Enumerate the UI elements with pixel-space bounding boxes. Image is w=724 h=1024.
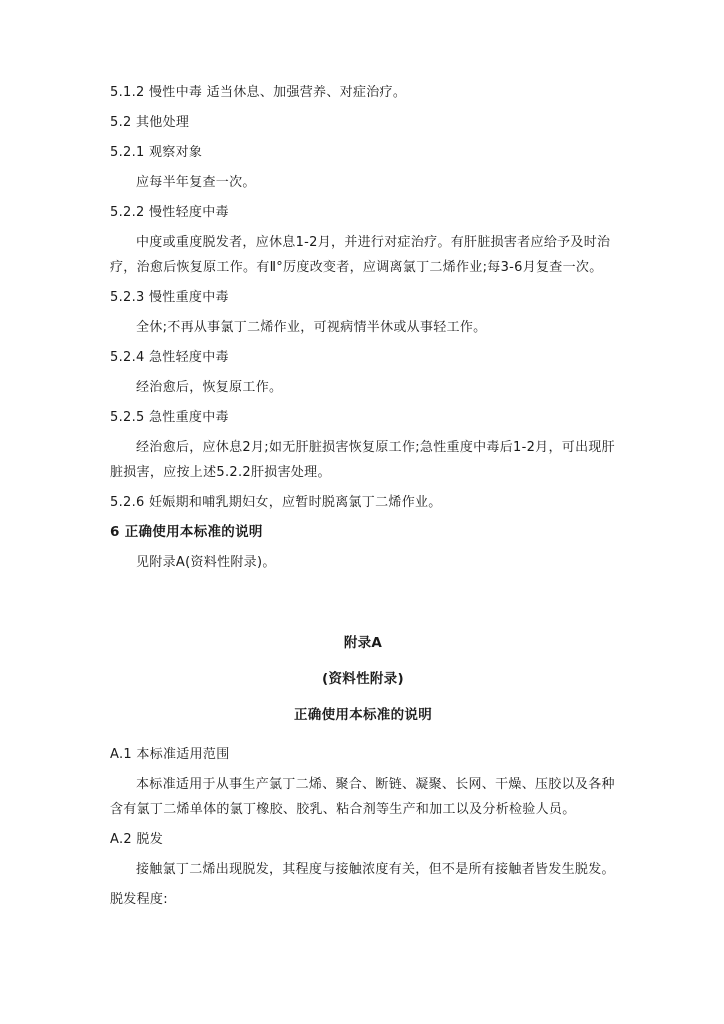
clause-5-1-2: 5.1.2 慢性中毒 适当休息、加强营养、对症治疗。: [110, 85, 407, 100]
body-paragraph-acute-mild: 经治愈后，恢复原工作。: [136, 380, 283, 395]
clause-5-2-3: 5.2.3 慢性重度中毒: [110, 290, 229, 305]
appendix-a-subtitle: (资料性附录): [322, 671, 404, 687]
body-paragraph-chronic-severe: 全休;不再从事氯丁二烯作业，可视病情半休或从事轻工作。: [136, 320, 487, 335]
clause-5-2-2: 5.2.2 慢性轻度中毒: [110, 205, 229, 220]
appendix-a-title: 附录A: [343, 635, 383, 651]
body-paragraph-chronic-mild: 中度或重度脱发者，应休息1-2月，并进行对症治疗。有肝脏损害者应给予及时治疗，治愈后恢复原工作。有Ⅱ°厉度改变者，应调离氯丁二烯作业;每3-6月复查一次。: [110, 235, 611, 275]
clause-5-2: 5.2 其他处理: [110, 115, 190, 130]
clause-5-2-6: 5.2.6 妊娠期和哺乳期妇女，应暂时脱离氯丁二烯作业。: [110, 495, 442, 510]
clause-5-2-1: 5.2.1 观察对象: [110, 145, 203, 160]
clause-5-2-5: 5.2.5 急性重度中毒: [110, 410, 229, 425]
body-paragraph-observation: 应每半年复查一次。: [136, 175, 256, 190]
body-paragraph-hair-loss: 接触氯丁二烯出现脱发，其程度与接触浓度有关，但不是所有接触者皆发生脱发。: [136, 862, 615, 877]
appendix-a-heading: 正确使用本标准的说明: [294, 707, 432, 723]
clause-5-2-4: 5.2.4 急性轻度中毒: [110, 350, 229, 365]
heading-section-6: 6 正确使用本标准的说明: [110, 524, 263, 540]
body-paragraph-scope: 本标准适用于从事生产氯丁二烯、聚合、断链、凝聚、长网、干燥、压胶以及各种含有氯丁二烯单体的氯丁橡胶、胶乳、粘合剂等生产和加工以及分析检验人员。: [110, 777, 615, 817]
body-paragraph-see-appendix: 见附录A(资料性附录)。: [136, 555, 276, 570]
body-paragraph-hair-loss-degree: 脱发程度:: [110, 892, 168, 907]
clause-a-1: A.1 本标准适用范围: [110, 747, 230, 762]
clause-a-2: A.2 脱发: [110, 832, 164, 847]
body-paragraph-acute-severe: 经治愈后，应休息2月;如无肝脏损害恢复原工作;急性重度中毒后1-2月，可出现肝脏损害，应按上述5.2.2肝损害处理。: [110, 440, 615, 480]
